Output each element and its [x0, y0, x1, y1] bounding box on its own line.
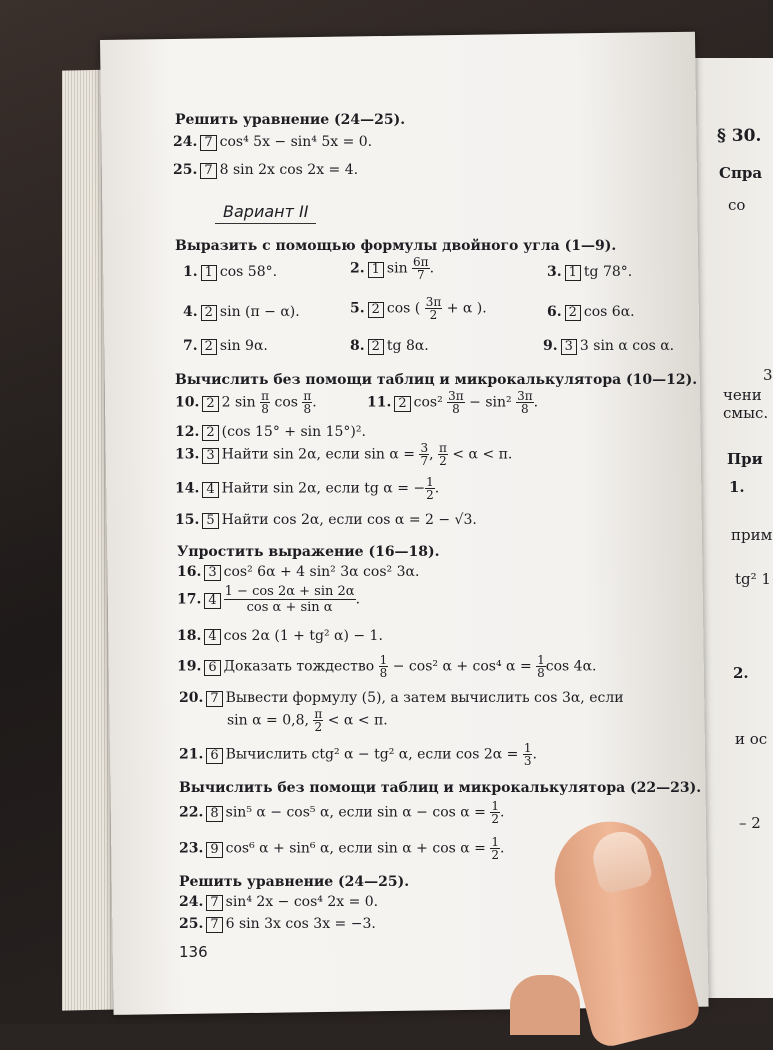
- exercise-3: 3. 1 tg 78°.: [547, 264, 633, 280]
- section-heading: Упростить выражение (16—18).: [177, 544, 440, 560]
- right-heading: Спра: [719, 164, 763, 182]
- right-fragment: со: [728, 196, 746, 214]
- difficulty-badge: 7: [206, 917, 222, 933]
- exercise-19: 19. 6 Доказать тождество $\frac{1}{8}$ − cos² α + cos⁴ α = $\frac{1}{8}$ cos 4α.: [177, 653, 597, 680]
- difficulty-badge: 2: [565, 305, 581, 321]
- right-fragment: прим: [731, 526, 773, 544]
- right-fragment: 3: [763, 366, 773, 384]
- difficulty-badge: 2: [202, 396, 218, 412]
- difficulty-badge: 2: [201, 305, 217, 321]
- section-heading: Решить уравнение (24—25).: [179, 874, 410, 890]
- difficulty-badge: 3: [561, 339, 577, 355]
- right-fragment: и ос: [735, 730, 768, 748]
- difficulty-badge: 7: [200, 163, 216, 179]
- exercise-18: 18. 4 cos 2α (1 + tg² α) − 1.: [177, 628, 383, 644]
- exercise-8: 8. 2 tg 8α.: [350, 338, 429, 354]
- difficulty-badge: 6: [204, 660, 220, 676]
- exercise-24: 24. 7 sin⁴ 2x − cos⁴ 2x = 0.: [179, 894, 379, 910]
- exercise-20-line2: sin α = 0,8, $\frac{\pi}{2}$ < α < π.: [227, 707, 388, 734]
- right-fragment: – 2: [739, 814, 761, 832]
- exercise-9: 9. 3 3 sin α cos α.: [543, 338, 675, 354]
- right-fragment: 2.: [733, 664, 749, 682]
- right-section-number: § 30.: [717, 126, 762, 146]
- difficulty-badge: 4: [204, 593, 220, 609]
- exercise-16: 16. 3 cos² 6α + 4 sin² 3α cos² 3α.: [177, 564, 420, 580]
- difficulty-badge: 6: [206, 748, 222, 764]
- section-heading: Выразить с помощью формулы двойного угла (1—9).: [175, 238, 617, 254]
- difficulty-badge: 7: [206, 691, 222, 707]
- right-fragment: tg² 1: [735, 570, 771, 588]
- difficulty-badge: 4: [202, 482, 218, 498]
- right-fragment: смыс.: [723, 404, 769, 422]
- exercise-7: 7. 2 sin 9α.: [183, 338, 268, 354]
- exercise-22: 22. 8 sin⁵ α − cos⁵ α, если sin α − cos α = $\frac{1}{2}$ .: [179, 799, 505, 826]
- variant-title: Вариант II: [215, 202, 316, 224]
- exercise-12: 12. 2 (cos 15° + sin 15°)².: [175, 424, 366, 440]
- exercise-11: 11. 2 cos² $\frac{3\pi}{8}$ − sin² $\frac{3\pi}{8}$ .: [367, 389, 539, 416]
- exercise-13: 13. 3 Найти sin 2α, если sin α = $\frac{3}{7}$ , $\frac{\pi}{2}$ < α < π.: [175, 441, 513, 468]
- difficulty-badge: 3: [202, 448, 218, 464]
- fraction: $\frac{3\pi}{2}$: [425, 295, 442, 322]
- exercise-17: 17. 4 $\frac{1 - \cos 2\alpha + \sin 2\alpha}{\text{cos α + sin α}}$ .: [177, 584, 361, 615]
- exercise-21: 21. 6 Вычислить ctg² α − tg² α, если cos 2α = $\frac{1}{3}$ .: [179, 741, 537, 768]
- difficulty-badge: 2: [394, 396, 410, 412]
- exercise-24: 24. 7 cos⁴ 5x − sin⁴ 5x = 0.: [173, 134, 373, 150]
- difficulty-badge: 8: [206, 806, 222, 822]
- difficulty-badge: 1: [201, 265, 217, 281]
- difficulty-badge: 1: [565, 265, 581, 281]
- section-heading: Вычислить без помощи таблиц и микрокалькулятора (22—23).: [179, 780, 702, 796]
- section-heading: Решить уравнение (24—25).: [175, 112, 406, 128]
- exercise-23: 23. 9 cos⁶ α + sin⁶ α, если sin α + cos α = $\frac{1}{2}$ .: [179, 835, 505, 862]
- right-fragment: 1.: [729, 478, 745, 496]
- page-number: 136: [179, 943, 208, 961]
- section-heading: Вычислить без помощи таблиц и микрокалькулятора (10—12).: [175, 372, 698, 388]
- difficulty-badge: 3: [204, 565, 220, 581]
- exercise-25: 25. 7 8 sin 2x cos 2x = 4.: [173, 162, 359, 178]
- difficulty-badge: 4: [204, 629, 220, 645]
- exercise-20: 20. 7 Вывести формулу (5), а затем вычислить cos 3α, если: [179, 690, 624, 706]
- difficulty-badge: 7: [200, 135, 216, 151]
- exercise-5: 5. 2 cos ( $\frac{3\pi}{2}$ + α ).: [350, 295, 487, 322]
- exercise-14: 14. 4 Найти sin 2α, если tg α = − $\frac{1}{2}$ .: [175, 475, 440, 502]
- right-heading: При: [727, 450, 763, 468]
- difficulty-badge: 2: [201, 339, 217, 355]
- exercise-6: 6. 2 cos 6α.: [547, 304, 635, 320]
- fraction: $\frac{6\pi}{7}$: [413, 255, 429, 282]
- exercise-4: 4. 2 sin (π − α).: [183, 304, 300, 320]
- difficulty-badge: 2: [368, 339, 384, 355]
- difficulty-badge: 2: [368, 302, 384, 318]
- exercise-2: 2. 1 sin $\frac{6\pi}{7}$ .: [350, 255, 435, 282]
- exercise-10: 10. 2 2 sin $\frac{\pi}{8}$ cos $\frac{\pi}{8}$ .: [175, 389, 317, 416]
- difficulty-badge: 9: [206, 842, 222, 858]
- right-fragment: чени: [723, 386, 762, 404]
- finger-bottom: [510, 975, 580, 1035]
- exercise-25: 25. 7 6 sin 3x cos 3x = −3.: [179, 916, 376, 932]
- difficulty-badge: 7: [206, 895, 222, 911]
- exercise-1: 1. 1 cos 58°.: [183, 264, 278, 280]
- difficulty-badge: 2: [202, 425, 218, 441]
- difficulty-badge: 1: [368, 262, 384, 278]
- exercise-15: 15. 5 Найти cos 2α, если cos α = 2 − √3.: [175, 512, 477, 528]
- difficulty-badge: 5: [202, 513, 218, 529]
